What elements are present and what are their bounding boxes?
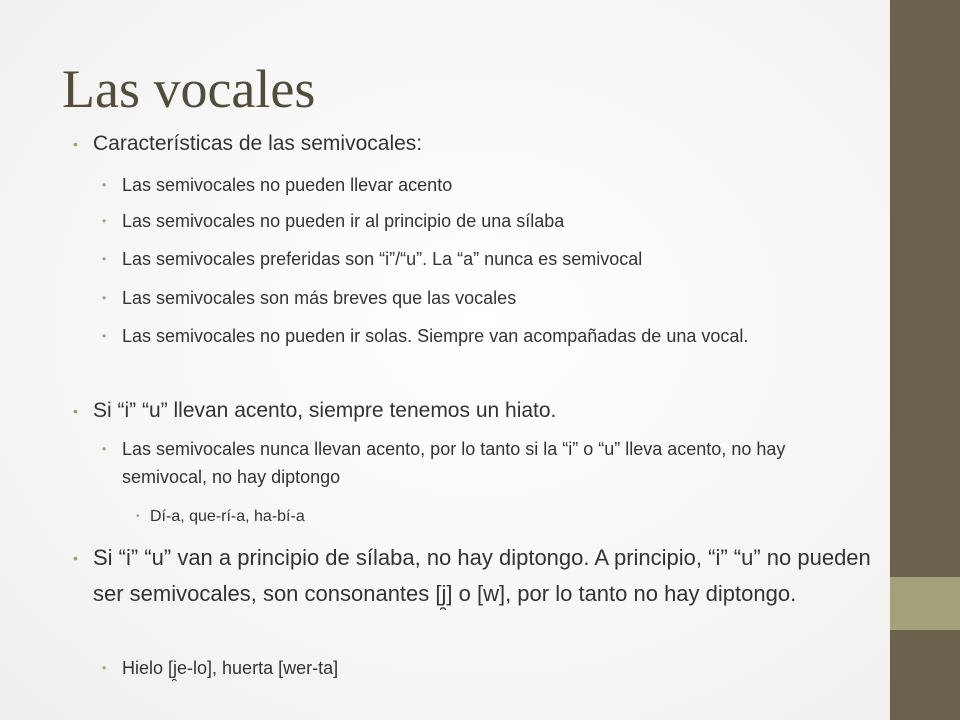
- bullet-characteristics: [73, 127, 873, 161]
- sub-bullet-no-syllable-start: [102, 207, 852, 235]
- sub-bullet-text: Las semivocales no pueden ir al principio de una sílaba: [122, 211, 565, 231]
- bullet-dot: •: [102, 661, 107, 675]
- slide-title: Las vocales: [62, 59, 316, 119]
- sub-bullet-text: Las semivocales no pueden ir solas. Siempre van acompañadas de una vocal.: [122, 326, 749, 346]
- bullet-accent-hiatus: [73, 394, 873, 428]
- bullet-dot: •: [73, 136, 78, 152]
- sub-bullet-never-accent: [102, 435, 852, 491]
- bullet-dot: •: [73, 550, 78, 566]
- sub-bullet-no-accent: [102, 171, 852, 199]
- bullet-syllable-start: [73, 540, 873, 612]
- bullet-dot: •: [102, 442, 107, 456]
- sub-bullet-text: Hielo [j̯e-lo], huerta [wer-ta]: [122, 658, 339, 678]
- bullet-text: Características de las semivocales:: [93, 132, 423, 155]
- sidebar-accent-block: [890, 577, 960, 630]
- bullet-text: Si “i” “u” llevan acento, siempre tenemos un hiato.: [93, 399, 557, 422]
- bullet-dot: •: [102, 329, 107, 343]
- sub-bullet-text: Las semivocales nunca llevan acento, por lo tanto si la “i” o “u” lleva acento, no hay semivocal, no hay diptongo: [122, 439, 786, 487]
- example-hiatus-words: [136, 505, 850, 529]
- example-text: Dí-a, que-rí-a, ha-bí-a: [150, 508, 305, 525]
- sub-bullet-text: Las semivocales son más breves que las vocales: [122, 288, 517, 308]
- bullet-dot: •: [136, 511, 140, 522]
- sub-bullet-text: Las semivocales preferidas son “i”/“u”. La “a” nunca es semivocal: [122, 249, 643, 269]
- sub-bullet-preferred: [102, 245, 852, 273]
- bullet-text: Si “i” “u” van a principio de sílaba, no hay diptongo. A principio, “i” “u” no pueden ser semivocales, son consonantes [j̯] o [w], por lo tanto no hay diptongo.: [93, 545, 871, 606]
- bullet-dot: •: [102, 252, 107, 266]
- bullet-dot: •: [102, 178, 107, 192]
- sub-bullet-text: Las semivocales no pueden llevar acento: [122, 175, 453, 195]
- sub-bullet-examples-transcription: [102, 654, 852, 682]
- bullet-dot: •: [102, 214, 107, 228]
- bullet-dot: •: [73, 403, 78, 419]
- sub-bullet-not-alone: [102, 322, 852, 350]
- sub-bullet-shorter: [102, 284, 852, 312]
- bullet-dot: •: [102, 291, 107, 305]
